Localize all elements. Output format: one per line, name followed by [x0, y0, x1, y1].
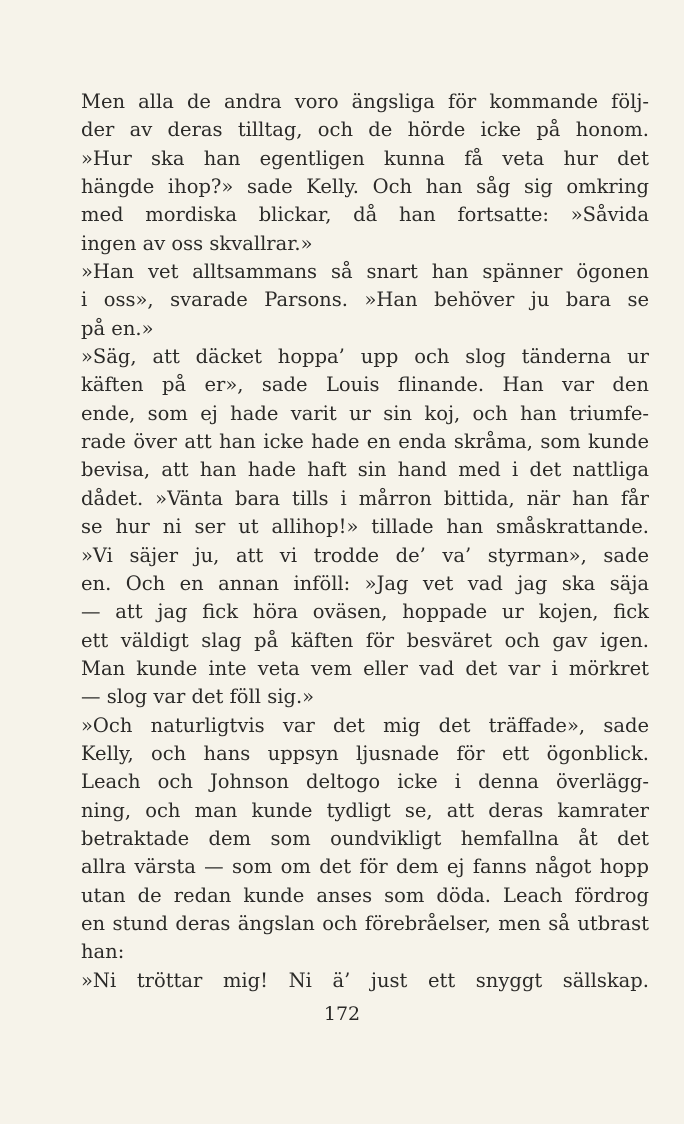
- text-line: ett väldigt slag på käften för besväret och gav igen.: [81, 628, 649, 652]
- text-line: der av deras tilltag, och de hörde icke på honom.: [81, 118, 649, 142]
- text-line: — slog var det föll sig.»: [81, 685, 315, 709]
- text-line: ingen av oss skvallrar.»: [81, 231, 313, 255]
- text-line: Man kunde inte veta vem eller vad det var i mörkret: [81, 656, 649, 680]
- text-line: »Han vet alltsammans så snart han spänner ögonen: [81, 260, 649, 284]
- text-line: allra värsta — som om det för dem ej fanns något hopp: [81, 855, 649, 879]
- text-line: på en.»: [81, 316, 154, 340]
- text-line: se hur ni ser ut allihop!» tillade han småskrattande.: [81, 515, 649, 539]
- text-line: med mordiska blickar, då han fortsatte: »Såvida: [81, 203, 649, 227]
- text-line: rade över att han icke hade en enda skråma, som kunde: [81, 430, 649, 454]
- text-line: — att jag fick höra oväsen, hoppade ur kojen, fick: [81, 600, 649, 624]
- text-line: Leach och Johnson deltogo icke i denna överlägg-: [81, 770, 649, 794]
- text-line: käften på er», sade Louis flinande. Han var den: [81, 373, 649, 397]
- text-line: »Vi säjer ju, att vi trodde de’ va’ styrman», sade: [81, 543, 649, 567]
- text-line: en. Och en annan inföll: »Jag vet vad jag ska säja: [81, 571, 649, 595]
- text-line: hängde ihop?» sade Kelly. Och han såg sig omkring: [81, 175, 649, 199]
- text-line: ning, och man kunde tydligt se, att deras kamrater: [81, 798, 649, 822]
- text-line: en stund deras ängslan och förebråelser, men så utbrast: [81, 911, 649, 935]
- text-line: Men alla de andra voro ängsliga för kommande följ-: [81, 90, 649, 113]
- text-line: »Hur ska han egentligen kunna få veta hur det: [81, 146, 649, 170]
- text-line: dådet. »Vänta bara tills i mårron bittida, när han får: [81, 486, 649, 510]
- text-line: utan de redan kunde anses som döda. Leach fördrog: [81, 883, 649, 907]
- text-line: bevisa, att han hade haft sin hand med i det nattliga: [81, 458, 649, 482]
- text-line: ende, som ej hade varit ur sin koj, och han triumfe-: [81, 401, 649, 425]
- body-text: [81, 88, 649, 995]
- text-line: i oss», svarade Parsons. »Han behöver ju bara se: [81, 288, 649, 312]
- text-line: »Ni tröttar mig! Ni ä’ just ett snyggt sällskap.: [81, 968, 649, 992]
- text-line: han:: [81, 940, 125, 964]
- text-line: »Säg, att däcket hoppa’ upp och slog tänderna ur: [81, 345, 649, 369]
- page-number: 172: [323, 1003, 361, 1025]
- text-line: betraktade dem som oundvikligt hemfallna åt det: [81, 826, 649, 850]
- text-line: »Och naturligtvis var det mig det träffade», sade: [81, 713, 649, 737]
- text-line: Kelly, och hans uppsyn ljusnade för ett ögonblick.: [81, 741, 649, 765]
